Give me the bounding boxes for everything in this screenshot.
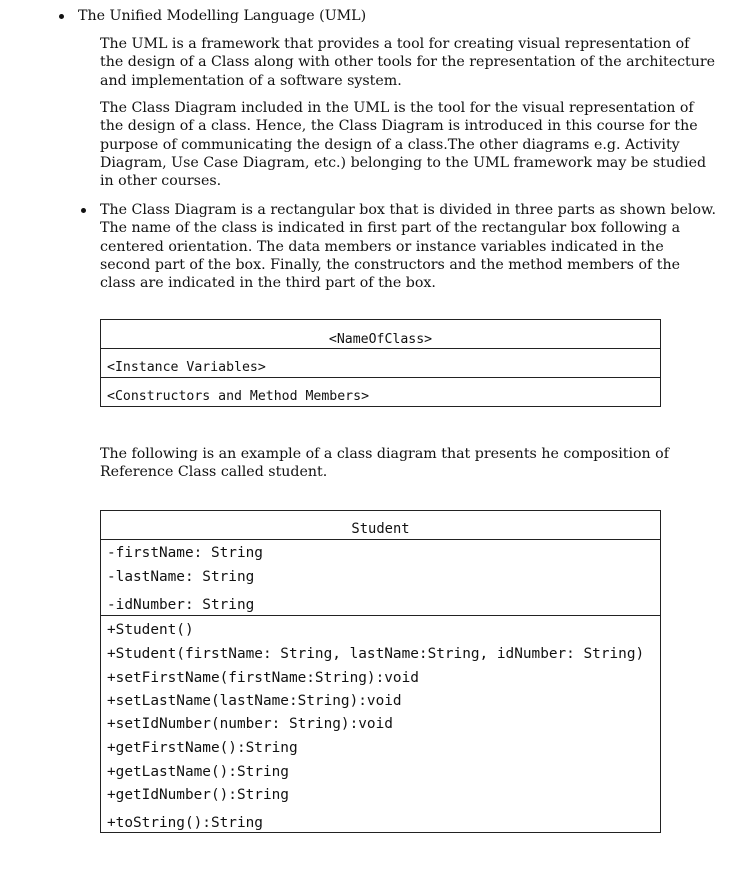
method-item: +Student() bbox=[107, 622, 194, 638]
bullet-marker bbox=[81, 208, 86, 213]
class-name-label: Student bbox=[351, 521, 410, 537]
uml-student-diagram bbox=[100, 510, 661, 833]
uml-template-diagram bbox=[100, 319, 661, 407]
text-line: centered orientation. The data members or instance variables indicated in the bbox=[100, 238, 664, 255]
text-line: Reference Class called student. bbox=[100, 464, 328, 481]
text-line: The name of the class is indicated in first part of the rectangular box following a bbox=[100, 220, 681, 237]
text-line: and implementation of a software system. bbox=[100, 72, 402, 89]
bullet-marker bbox=[59, 14, 64, 19]
text-line: second part of the box. Finally, the constructors and the method members of the bbox=[100, 256, 680, 273]
text-line: The Class Diagram is a rectangular box that is divided in three parts as shown below. bbox=[100, 202, 716, 218]
field-item: -firstName: String bbox=[107, 545, 263, 561]
methods-label: <Constructors and Method Members> bbox=[107, 389, 370, 404]
method-item: +getFirstName():String bbox=[107, 740, 298, 756]
method-item: +setFirstName(firstName:String):void bbox=[107, 670, 419, 686]
field-item: -lastName: String bbox=[107, 569, 255, 585]
text-line: The Class Diagram included in the UML is the tool for the visual representation of bbox=[100, 100, 694, 116]
methods-section bbox=[101, 615, 660, 832]
class-diagram-paragraph bbox=[100, 99, 706, 190]
section-heading-uml: The Unified Modelling Language (UML) bbox=[78, 8, 367, 24]
method-item: +setIdNumber(number: String):void bbox=[107, 716, 393, 732]
method-item: +getIdNumber():String bbox=[107, 787, 289, 803]
text-line: the design of a Class along with other tools for the representation of the architecture bbox=[100, 54, 716, 71]
method-item: +getLastName():String bbox=[107, 764, 289, 780]
text-line: Diagram, Use Case Diagram, etc.) belonging to the UML framework may be studied bbox=[100, 154, 707, 171]
text-line: class are indicated in the third part of the box. bbox=[100, 275, 436, 292]
fields-section bbox=[101, 539, 660, 615]
method-item: +toString():String bbox=[107, 815, 263, 831]
text-line: The following is an example of a class diagram that presents he composition of bbox=[100, 446, 669, 462]
uml-intro-paragraph bbox=[100, 35, 715, 90]
text-line: The UML is a framework that provides a tool for creating visual representation of bbox=[100, 36, 690, 52]
field-item: -idNumber: String bbox=[107, 597, 255, 613]
instance-variables-row bbox=[101, 348, 660, 377]
text-line: purpose of communicating the design of a class.The other diagrams e.g. Activity bbox=[100, 136, 680, 153]
class-diagram-description bbox=[100, 201, 716, 292]
method-item: +setLastName(lastName:String):void bbox=[107, 693, 402, 709]
instance-variables-label: <Instance Variables> bbox=[107, 360, 266, 375]
class-name-label: <NameOfClass> bbox=[328, 332, 433, 347]
method-item: +Student(firstName: String, lastName:String, idNumber: String) bbox=[107, 646, 645, 662]
text-line: in other courses. bbox=[100, 173, 222, 190]
example-intro-paragraph bbox=[100, 445, 669, 482]
text-line: the design of a class. Hence, the Class Diagram is introduced in this course for the bbox=[100, 118, 698, 135]
methods-row bbox=[101, 377, 660, 406]
